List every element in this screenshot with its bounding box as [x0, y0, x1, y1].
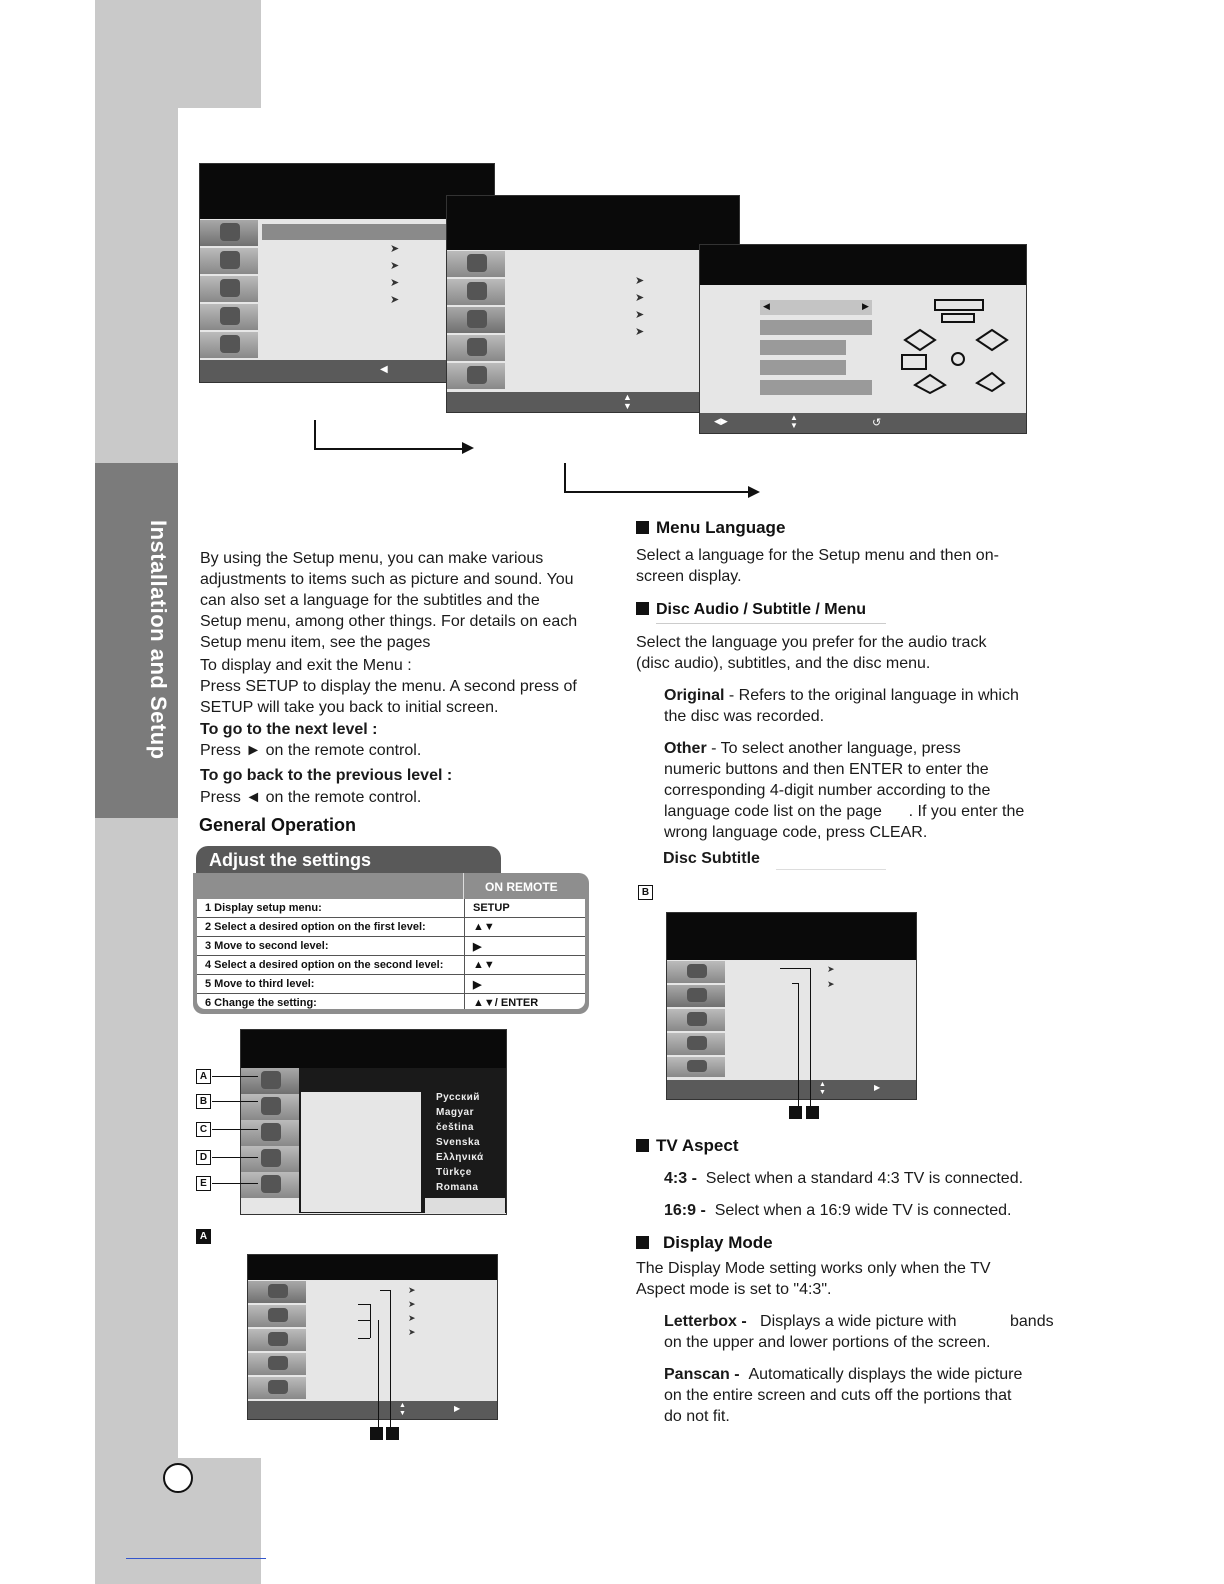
pointer-line: [358, 1320, 370, 1321]
menu-light-panel: [301, 1092, 421, 1212]
option-bar: [760, 300, 872, 315]
panscan-option-text: Panscan - Automatically displays the wide picture on the entire screen and cuts off the portions that do not fit.: [664, 1366, 1023, 1425]
audio-icon: [248, 1329, 306, 1353]
chevron-icon: ➤: [390, 260, 400, 272]
right-arrow-icon: ▶: [862, 301, 869, 311]
left-right-arrow-icon: ◀▶: [714, 416, 728, 426]
chevron-icon: ➤: [827, 979, 835, 989]
chevron-icon: ➤: [635, 326, 645, 338]
column-divider: [463, 873, 464, 899]
others-icon: [200, 332, 258, 360]
audio-icon: [241, 1120, 299, 1148]
language-icon: [200, 220, 258, 248]
screen-nav-bar: [667, 1080, 916, 1099]
audio-icon: [447, 307, 505, 335]
intro-paragraph: By using the Setup menu, you can make various adjustments to items such as picture and sound. You can also set a language for the subtitles and the Setup menu, among other things. For details on each Setup menu item, see the pages: [200, 550, 578, 651]
language-option: Русский: [436, 1092, 480, 1103]
next-level-heading: To go to the next level :: [200, 721, 378, 738]
adjust-table-container: [197, 899, 585, 1009]
original-option-text: Original - Refers to the original language in which the disc was recorded.: [664, 687, 1019, 725]
lock-icon: [241, 1146, 299, 1174]
footer-link-line: [126, 1558, 266, 1559]
screen-title-bar: [447, 196, 739, 250]
callout-line: [212, 1183, 258, 1184]
lock-icon: [200, 304, 258, 332]
speaker-layout-diagram: [900, 295, 1010, 395]
flow-arrow-head: [462, 442, 474, 454]
chevron-icon: ➤: [827, 964, 835, 974]
lock-icon: [447, 335, 505, 363]
display-mode-text: The Display Mode setting works only when the TV Aspect mode is set to "4:3".: [636, 1260, 991, 1298]
chevron-icon: ➤: [635, 309, 645, 321]
table-row: 3 Move to second level: ▶: [197, 937, 585, 956]
screen-nav-bar: [700, 413, 1026, 433]
bullet-square-icon: [636, 1139, 649, 1152]
chevron-icon: ➤: [408, 1299, 416, 1309]
page-number-circle: [163, 1463, 193, 1493]
callout-label-d: D: [196, 1150, 211, 1165]
screen-nav-bar: [447, 392, 739, 412]
marker-square: [789, 1106, 802, 1119]
up-down-arrow-icon: ▲ ▼: [790, 413, 798, 430]
up-down-arrow-icon: ▲ ▼: [399, 1402, 406, 1417]
callout-line: [212, 1129, 258, 1130]
pointer-line: [370, 1320, 371, 1338]
language-option: Magyar: [436, 1107, 475, 1118]
callout-line: [212, 1101, 258, 1102]
left-arrow-icon: ◀: [763, 301, 770, 311]
screen-title-bar: [241, 1030, 506, 1068]
language-icon: [447, 251, 505, 279]
others-icon: [667, 1057, 725, 1079]
flow-arrow-line: [564, 463, 752, 493]
audio-icon: [667, 1009, 725, 1033]
screen-title-bar: [248, 1255, 497, 1280]
option-bar: [760, 320, 872, 335]
display-icon: [200, 248, 258, 276]
subtitle-underline: [776, 869, 886, 870]
chevron-icon: ➤: [408, 1327, 416, 1337]
adjust-settings-header: [196, 846, 501, 876]
pointer-line: [370, 1304, 371, 1320]
pointer-line: [358, 1304, 370, 1305]
others-icon: [241, 1172, 299, 1200]
bullet-square-icon: [636, 602, 649, 615]
section-a-screen: [247, 1254, 498, 1420]
table-row: 2 Select a desired option on the first level: ▲▼: [197, 918, 585, 937]
menu-language-text: Select a language for the Setup menu and then on- screen display.: [636, 547, 999, 585]
disc-audio-heading: Disc Audio / Subtitle / Menu: [636, 601, 866, 619]
on-remote-header: ON REMOTE: [485, 880, 558, 894]
left-arrow-icon: ◀: [380, 364, 388, 375]
option-bar: [760, 360, 846, 375]
bullet-square-icon: [636, 1236, 649, 1249]
marker-square: [386, 1427, 399, 1440]
chevron-icon: ➤: [390, 294, 400, 306]
display-icon: [447, 279, 505, 307]
section-a-label: A: [196, 1229, 211, 1244]
setup-screen-level-2: [446, 195, 740, 413]
table-row: 6 Change the setting: ▲▼/ ENTER: [197, 994, 585, 1010]
press-setup-text: Press SETUP to display the menu. A second press of SETUP will take you back to initial screen.: [200, 678, 577, 716]
callout-label-e: E: [196, 1176, 211, 1191]
pointer-line: [780, 968, 810, 969]
language-option: Romana: [436, 1182, 479, 1193]
bullet-square-icon: [636, 521, 649, 534]
adjust-settings-box: [193, 873, 589, 1014]
display-icon: [248, 1305, 306, 1329]
margin-strip-lower: [95, 818, 178, 1458]
general-operation-heading: General Operation: [199, 815, 357, 835]
lock-icon: [667, 1033, 725, 1057]
side-tab-label: Installation and Setup: [146, 520, 171, 760]
up-down-arrow-icon: ▲ ▼: [819, 1081, 826, 1096]
adjust-settings-table: [197, 899, 585, 1009]
language-icon: [667, 961, 725, 985]
screen-title-bar: [667, 913, 916, 960]
menu-language-heading: Menu Language: [636, 518, 785, 538]
language-icon: [248, 1281, 306, 1305]
table-row: 1 Display setup menu: SETUP: [197, 899, 585, 918]
others-icon: [248, 1377, 306, 1401]
table-row: 5 Move to third level: ▶: [197, 975, 585, 994]
pointer-line: [378, 1320, 379, 1428]
marker-square: [370, 1427, 383, 1440]
menu-light-strip: [425, 1198, 505, 1213]
lock-icon: [248, 1353, 306, 1377]
right-arrow-icon: ▶: [454, 1404, 461, 1413]
next-level-text: Press ► on the remote control.: [200, 742, 422, 759]
chevron-icon: ➤: [408, 1285, 416, 1295]
margin-strip-top: [95, 0, 261, 108]
pointer-line: [390, 1290, 391, 1428]
pointer-line: [798, 983, 799, 1106]
flow-arrow-head: [748, 486, 760, 498]
back-level-heading: To go back to the previous level :: [200, 767, 453, 784]
language-option: čeština: [436, 1122, 474, 1133]
back-level-text: Press ◄ on the remote control.: [200, 789, 422, 806]
adjust-settings-title: Adjust the settings: [209, 850, 372, 870]
pointer-line: [380, 1290, 390, 1291]
display-exit-text: To display and exit the Menu :: [200, 657, 412, 674]
callout-line: [212, 1076, 258, 1077]
callout-label-c: C: [196, 1122, 211, 1137]
chevron-icon: ➤: [408, 1313, 416, 1323]
section-b-label: B: [638, 885, 653, 900]
language-icon: [241, 1068, 299, 1096]
others-icon: [447, 363, 505, 391]
tv-aspect-option-16-9: 16:9 - Select when a 16:9 wide TV is connected.: [664, 1202, 1012, 1219]
tv-aspect-option-4-3: 4:3 - Select when a standard 4:3 TV is connected.: [664, 1170, 1024, 1187]
section-b-screen: [666, 912, 917, 1100]
margin-strip-side: [95, 108, 178, 463]
chevron-icon: ➤: [635, 292, 645, 304]
display-icon: [241, 1094, 299, 1122]
flow-arrow-line: [314, 420, 466, 450]
option-bar: [760, 340, 846, 355]
marker-square: [806, 1106, 819, 1119]
display-mode-heading: Display Mode: [636, 1233, 773, 1253]
table-row: 4 Select a desired option on the second level: ▲▼: [197, 956, 585, 975]
pointer-line: [810, 968, 811, 1106]
pointer-line: [358, 1338, 370, 1339]
setup-screen-level-3: [699, 244, 1027, 434]
screen-title-bar: [700, 245, 1026, 285]
chevron-icon: ➤: [635, 275, 645, 287]
language-option: Ελληνικά: [436, 1152, 484, 1163]
display-icon: [667, 985, 725, 1009]
callout-label-a: A: [196, 1069, 211, 1084]
language-option: Svenska: [436, 1137, 481, 1148]
language-option: Türkçe: [436, 1167, 472, 1178]
other-option-text: Other - To select another language, press numeric buttons and then ENTER to enter the corresponding 4-digit number according to the language code list on the page . If you enter the wrong language code, press CLEAR.: [664, 740, 1025, 841]
letterbox-option-text: Letterbox - Displays a wide picture with bands on the upper and lower portions of the screen.: [664, 1313, 1054, 1351]
callout-label-b: B: [196, 1094, 211, 1109]
right-arrow-icon: ▶: [874, 1083, 881, 1092]
disc-audio-text: Select the language you prefer for the audio track (disc audio), subtitles, and the disc menu.: [636, 634, 987, 672]
tv-aspect-heading: TV Aspect: [636, 1136, 739, 1156]
screen-nav-bar: [248, 1401, 497, 1419]
callout-line: [212, 1157, 258, 1158]
up-down-arrow-icon: ▲ ▼: [623, 392, 632, 411]
disc-subtitle-label: Disc Subtitle: [663, 850, 760, 867]
option-bar: [760, 380, 872, 395]
chevron-icon: ➤: [390, 243, 400, 255]
heading-underline: [656, 623, 886, 624]
chevron-icon: ➤: [390, 277, 400, 289]
return-icon: ↺: [872, 417, 882, 429]
audio-icon: [200, 276, 258, 304]
